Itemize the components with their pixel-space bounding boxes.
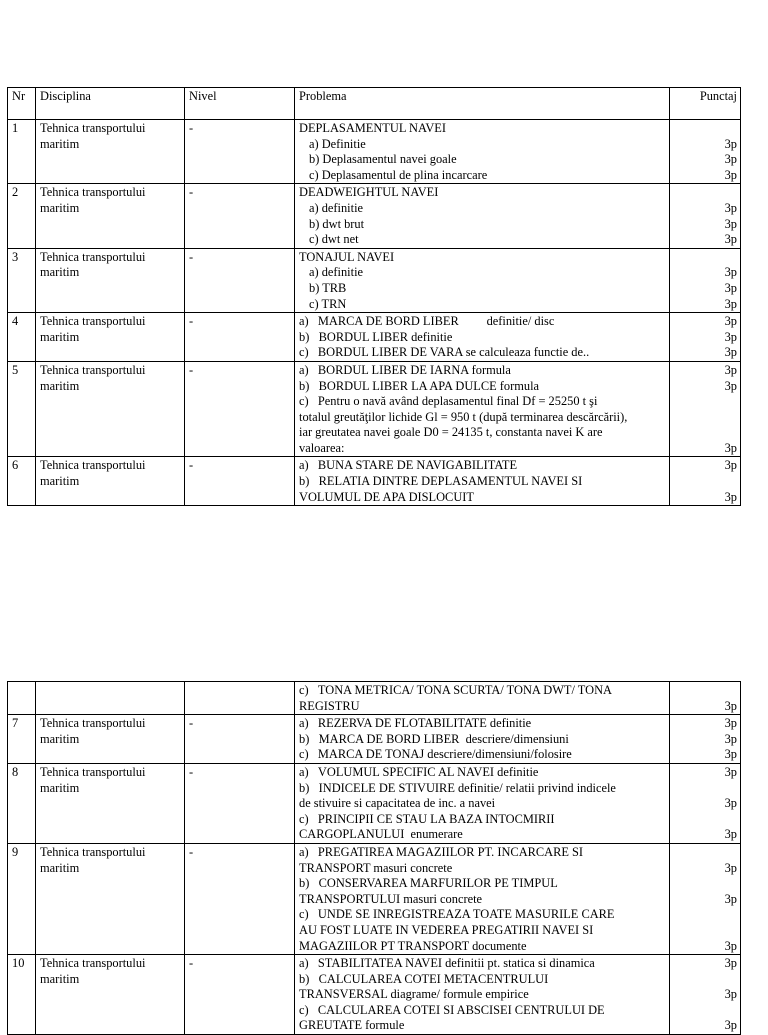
row-nr: 10	[8, 955, 36, 1035]
punctaj-value: 3p	[724, 216, 737, 231]
row-nr: 7	[8, 715, 36, 764]
punctaj-value: 3p	[724, 458, 737, 473]
table-row	[8, 843, 741, 954]
problema-line: b) dwt brut	[309, 216, 365, 231]
problema-line: DEADWEIGHTUL NAVEI	[299, 185, 439, 200]
row-disciplina: Tehnica transportului maritim	[36, 184, 185, 248]
row-nivel: -	[185, 361, 295, 457]
row-punctaj	[670, 955, 741, 1035]
punctaj-value	[674, 683, 737, 699]
problema-line: TRANSPORT masuri concrete	[299, 860, 453, 875]
row-disciplina	[36, 682, 185, 715]
row-punctaj	[670, 361, 741, 457]
punctaj-value	[674, 781, 737, 797]
problema-line: b) TRB	[309, 280, 347, 295]
table-row	[8, 120, 741, 184]
problema-line: c) TONA METRICA/ TONA SCURTA/ TONA DWT/ TONA	[299, 683, 612, 697]
row-punctaj	[670, 120, 741, 184]
problema-line: a) definitie	[309, 200, 364, 215]
header-punctaj: Punctaj	[670, 88, 741, 120]
punctaj-value	[674, 394, 737, 410]
table-row	[8, 313, 741, 362]
punctaj-value: 3p	[724, 716, 737, 731]
row-nr: 2	[8, 184, 36, 248]
punctaj-value: 3p	[724, 329, 737, 344]
row-punctaj	[670, 763, 741, 843]
punctaj-value: 3p	[724, 731, 737, 746]
problema-line: a) BUNA STARE DE NAVIGABILITATE	[299, 458, 518, 473]
row-nivel: -	[185, 843, 295, 954]
header-nivel: Nivel	[185, 88, 295, 120]
punctaj-value: 3p	[724, 314, 737, 329]
punctaj-value: 3p	[724, 265, 737, 280]
problema-line: b) Deplasamentul navei goale	[309, 152, 457, 167]
row-problema	[295, 361, 670, 457]
row-punctaj	[670, 184, 741, 248]
problema-line: VOLUMUL DE APA DISLOCUIT	[299, 489, 474, 504]
row-punctaj	[670, 313, 741, 362]
row-nr: 4	[8, 313, 36, 362]
punctaj-value: 3p	[724, 698, 737, 713]
problema-line: a) definitie	[309, 265, 364, 280]
punctaj-value	[674, 425, 737, 441]
problema-line: c) CALCULAREA COTEI SI ABSCISEI CENTRULUI DE	[299, 1002, 605, 1017]
header-nr: Nr	[8, 88, 36, 120]
row-punctaj	[670, 715, 741, 764]
row-problema	[295, 184, 670, 248]
problema-line: b) INDICELE DE STIVUIRE definitie/ relatii privind indicele	[299, 780, 616, 795]
header-problema: Problema	[295, 88, 670, 120]
punctaj-value	[674, 876, 737, 892]
row-disciplina: Tehnica transportului maritim	[36, 763, 185, 843]
table-body-2	[8, 682, 741, 1035]
row-nivel: -	[185, 715, 295, 764]
row-problema	[295, 843, 670, 954]
row-nr: 8	[8, 763, 36, 843]
row-problema	[295, 120, 670, 184]
problema-line: TONAJUL NAVEI	[299, 249, 395, 264]
punctaj-value: 3p	[724, 345, 737, 360]
punctaj-value: 3p	[724, 1018, 737, 1033]
problema-line: a) STABILITATEA NAVEI definitii pt. statica si dinamica	[299, 956, 595, 971]
questions-table-part-2	[7, 681, 741, 1035]
row-disciplina: Tehnica transportului maritim	[36, 955, 185, 1035]
row-nr: 5	[8, 361, 36, 457]
row-nivel: -	[185, 763, 295, 843]
punctaj-value	[674, 1003, 737, 1019]
table-row	[8, 248, 741, 312]
punctaj-value: 3p	[724, 136, 737, 151]
row-disciplina: Tehnica transportului maritim	[36, 120, 185, 184]
problema-line: AU FOST LUATE IN VEDEREA PREGATIRII NAVEI SI	[299, 922, 594, 937]
table-header-row	[8, 88, 741, 120]
header-disciplina: Disciplina	[36, 88, 185, 120]
row-nr: 6	[8, 457, 36, 506]
problema-line: c) dwt net	[309, 232, 359, 247]
row-punctaj	[670, 682, 741, 715]
problema-line: c) TRN	[309, 296, 347, 311]
row-nr: 9	[8, 843, 36, 954]
punctaj-value	[674, 972, 737, 988]
punctaj-value: 3p	[724, 938, 737, 953]
row-disciplina: Tehnica transportului maritim	[36, 457, 185, 506]
row-disciplina: Tehnica transportului maritim	[36, 248, 185, 312]
problema-line: c) Pentru o navă având deplasamentul final Df = 25250 t şi	[299, 394, 598, 409]
row-nr	[8, 682, 36, 715]
row-problema	[295, 763, 670, 843]
punctaj-value: 3p	[724, 891, 737, 906]
row-problema	[295, 248, 670, 312]
row-punctaj	[670, 248, 741, 312]
problema-line: b) BORDUL LIBER definitie	[299, 329, 453, 344]
punctaj-value	[674, 812, 737, 828]
row-nr: 3	[8, 248, 36, 312]
row-punctaj	[670, 457, 741, 506]
problema-line: MAGAZIILOR PT TRANSPORT documente	[299, 938, 527, 953]
punctaj-value	[674, 907, 737, 923]
problema-line: totalul greutăţilor lichide Gl = 950 t (după terminarea descărcării),	[299, 409, 628, 424]
punctaj-value: 3p	[724, 362, 737, 377]
row-nivel: -	[185, 184, 295, 248]
problema-line: b) CONSERVAREA MARFURILOR PE TIMPUL	[299, 876, 558, 891]
problema-line: a) VOLUMUL SPECIFIC AL NAVEI definitie	[299, 764, 539, 779]
problema-line: TRANSPORTULUI masuri concrete	[299, 891, 483, 906]
row-nr: 1	[8, 120, 36, 184]
problema-line: b) CALCULAREA COTEI METACENTRULUI	[299, 971, 549, 986]
punctaj-value: 3p	[724, 167, 737, 182]
row-disciplina: Tehnica transportului maritim	[36, 361, 185, 457]
punctaj-value	[674, 923, 737, 939]
problema-line: a) REZERVA DE FLOTABILITATE definitie	[299, 716, 532, 731]
row-nivel: -	[185, 457, 295, 506]
row-disciplina: Tehnica transportului maritim	[36, 843, 185, 954]
punctaj-value: 3p	[724, 440, 737, 455]
row-problema	[295, 682, 670, 715]
row-nivel	[185, 682, 295, 715]
punctaj-value: 3p	[724, 860, 737, 875]
problema-line: c) MARCA DE TONAJ descriere/dimensiuni/folosire	[299, 747, 572, 762]
punctaj-value	[674, 185, 737, 201]
row-nivel: -	[185, 313, 295, 362]
table-row	[8, 955, 741, 1035]
row-nivel: -	[185, 120, 295, 184]
questions-table-part-1	[7, 87, 741, 506]
problema-line: a) Definitie	[309, 136, 366, 151]
problema-line: c) Deplasamentul de plina incarcare	[309, 167, 488, 182]
problema-line: c) BORDUL LIBER DE VARA se calculeaza functie de..	[299, 345, 590, 360]
problema-line: a) PREGATIREA MAGAZIILOR PT. INCARCARE SI	[299, 844, 584, 859]
punctaj-value: 3p	[724, 232, 737, 247]
table-body-1	[8, 120, 741, 506]
punctaj-value: 3p	[724, 152, 737, 167]
punctaj-value	[674, 845, 737, 861]
problema-line: CARGOPLANULUI enumerare	[299, 827, 463, 842]
problema-line: c) UNDE SE INREGISTREAZA TOATE MASURILE CARE	[299, 907, 615, 922]
table-row	[8, 715, 741, 764]
punctaj-value: 3p	[724, 296, 737, 311]
problema-line: b) MARCA DE BORD LIBER descriere/dimensiuni	[299, 731, 569, 746]
table-row	[8, 682, 741, 715]
table-row	[8, 361, 741, 457]
problema-line: b) RELATIA DINTRE DEPLASAMENTUL NAVEI SI	[299, 474, 583, 489]
row-disciplina: Tehnica transportului maritim	[36, 715, 185, 764]
punctaj-value: 3p	[724, 489, 737, 504]
problema-line: REGISTRU	[299, 698, 360, 713]
problema-line: c) PRINCIPII CE STAU LA BAZA INTOCMIRII	[299, 811, 555, 826]
problema-line: a) MARCA DE BORD LIBER definitie/ disc	[299, 314, 555, 329]
table-row	[8, 457, 741, 506]
punctaj-value: 3p	[724, 747, 737, 762]
problema-line: b) BORDUL LIBER LA APA DULCE formula	[299, 378, 540, 393]
row-punctaj	[670, 843, 741, 954]
table-row	[8, 184, 741, 248]
problema-line: iar greutatea navei goale D0 = 24135 t, constanta navei K are	[299, 425, 603, 440]
punctaj-value: 3p	[724, 200, 737, 215]
problema-line: TRANSVERSAL diagrame/ formule empirice	[299, 987, 529, 1002]
row-problema	[295, 457, 670, 506]
row-nivel: -	[185, 248, 295, 312]
problema-line: a) BORDUL LIBER DE IARNA formula	[299, 362, 511, 377]
punctaj-value: 3p	[724, 956, 737, 971]
problema-line: de stivuire si capacitatea de inc. a navei	[299, 796, 496, 811]
punctaj-value: 3p	[724, 764, 737, 779]
row-disciplina: Tehnica transportului maritim	[36, 313, 185, 362]
table-row	[8, 763, 741, 843]
punctaj-value: 3p	[724, 796, 737, 811]
punctaj-value	[674, 410, 737, 426]
punctaj-value: 3p	[724, 987, 737, 1002]
row-problema	[295, 955, 670, 1035]
punctaj-value: 3p	[724, 827, 737, 842]
problema-line: GREUTATE formule	[299, 1018, 405, 1033]
punctaj-value: 3p	[724, 280, 737, 295]
punctaj-value	[674, 121, 737, 137]
row-problema	[295, 313, 670, 362]
punctaj-value: 3p	[724, 378, 737, 393]
punctaj-value	[674, 474, 737, 490]
problema-line: valoarea:	[299, 440, 345, 455]
punctaj-value	[674, 250, 737, 266]
row-problema	[295, 715, 670, 764]
problema-line: DEPLASAMENTUL NAVEI	[299, 121, 446, 135]
row-nivel: -	[185, 955, 295, 1035]
